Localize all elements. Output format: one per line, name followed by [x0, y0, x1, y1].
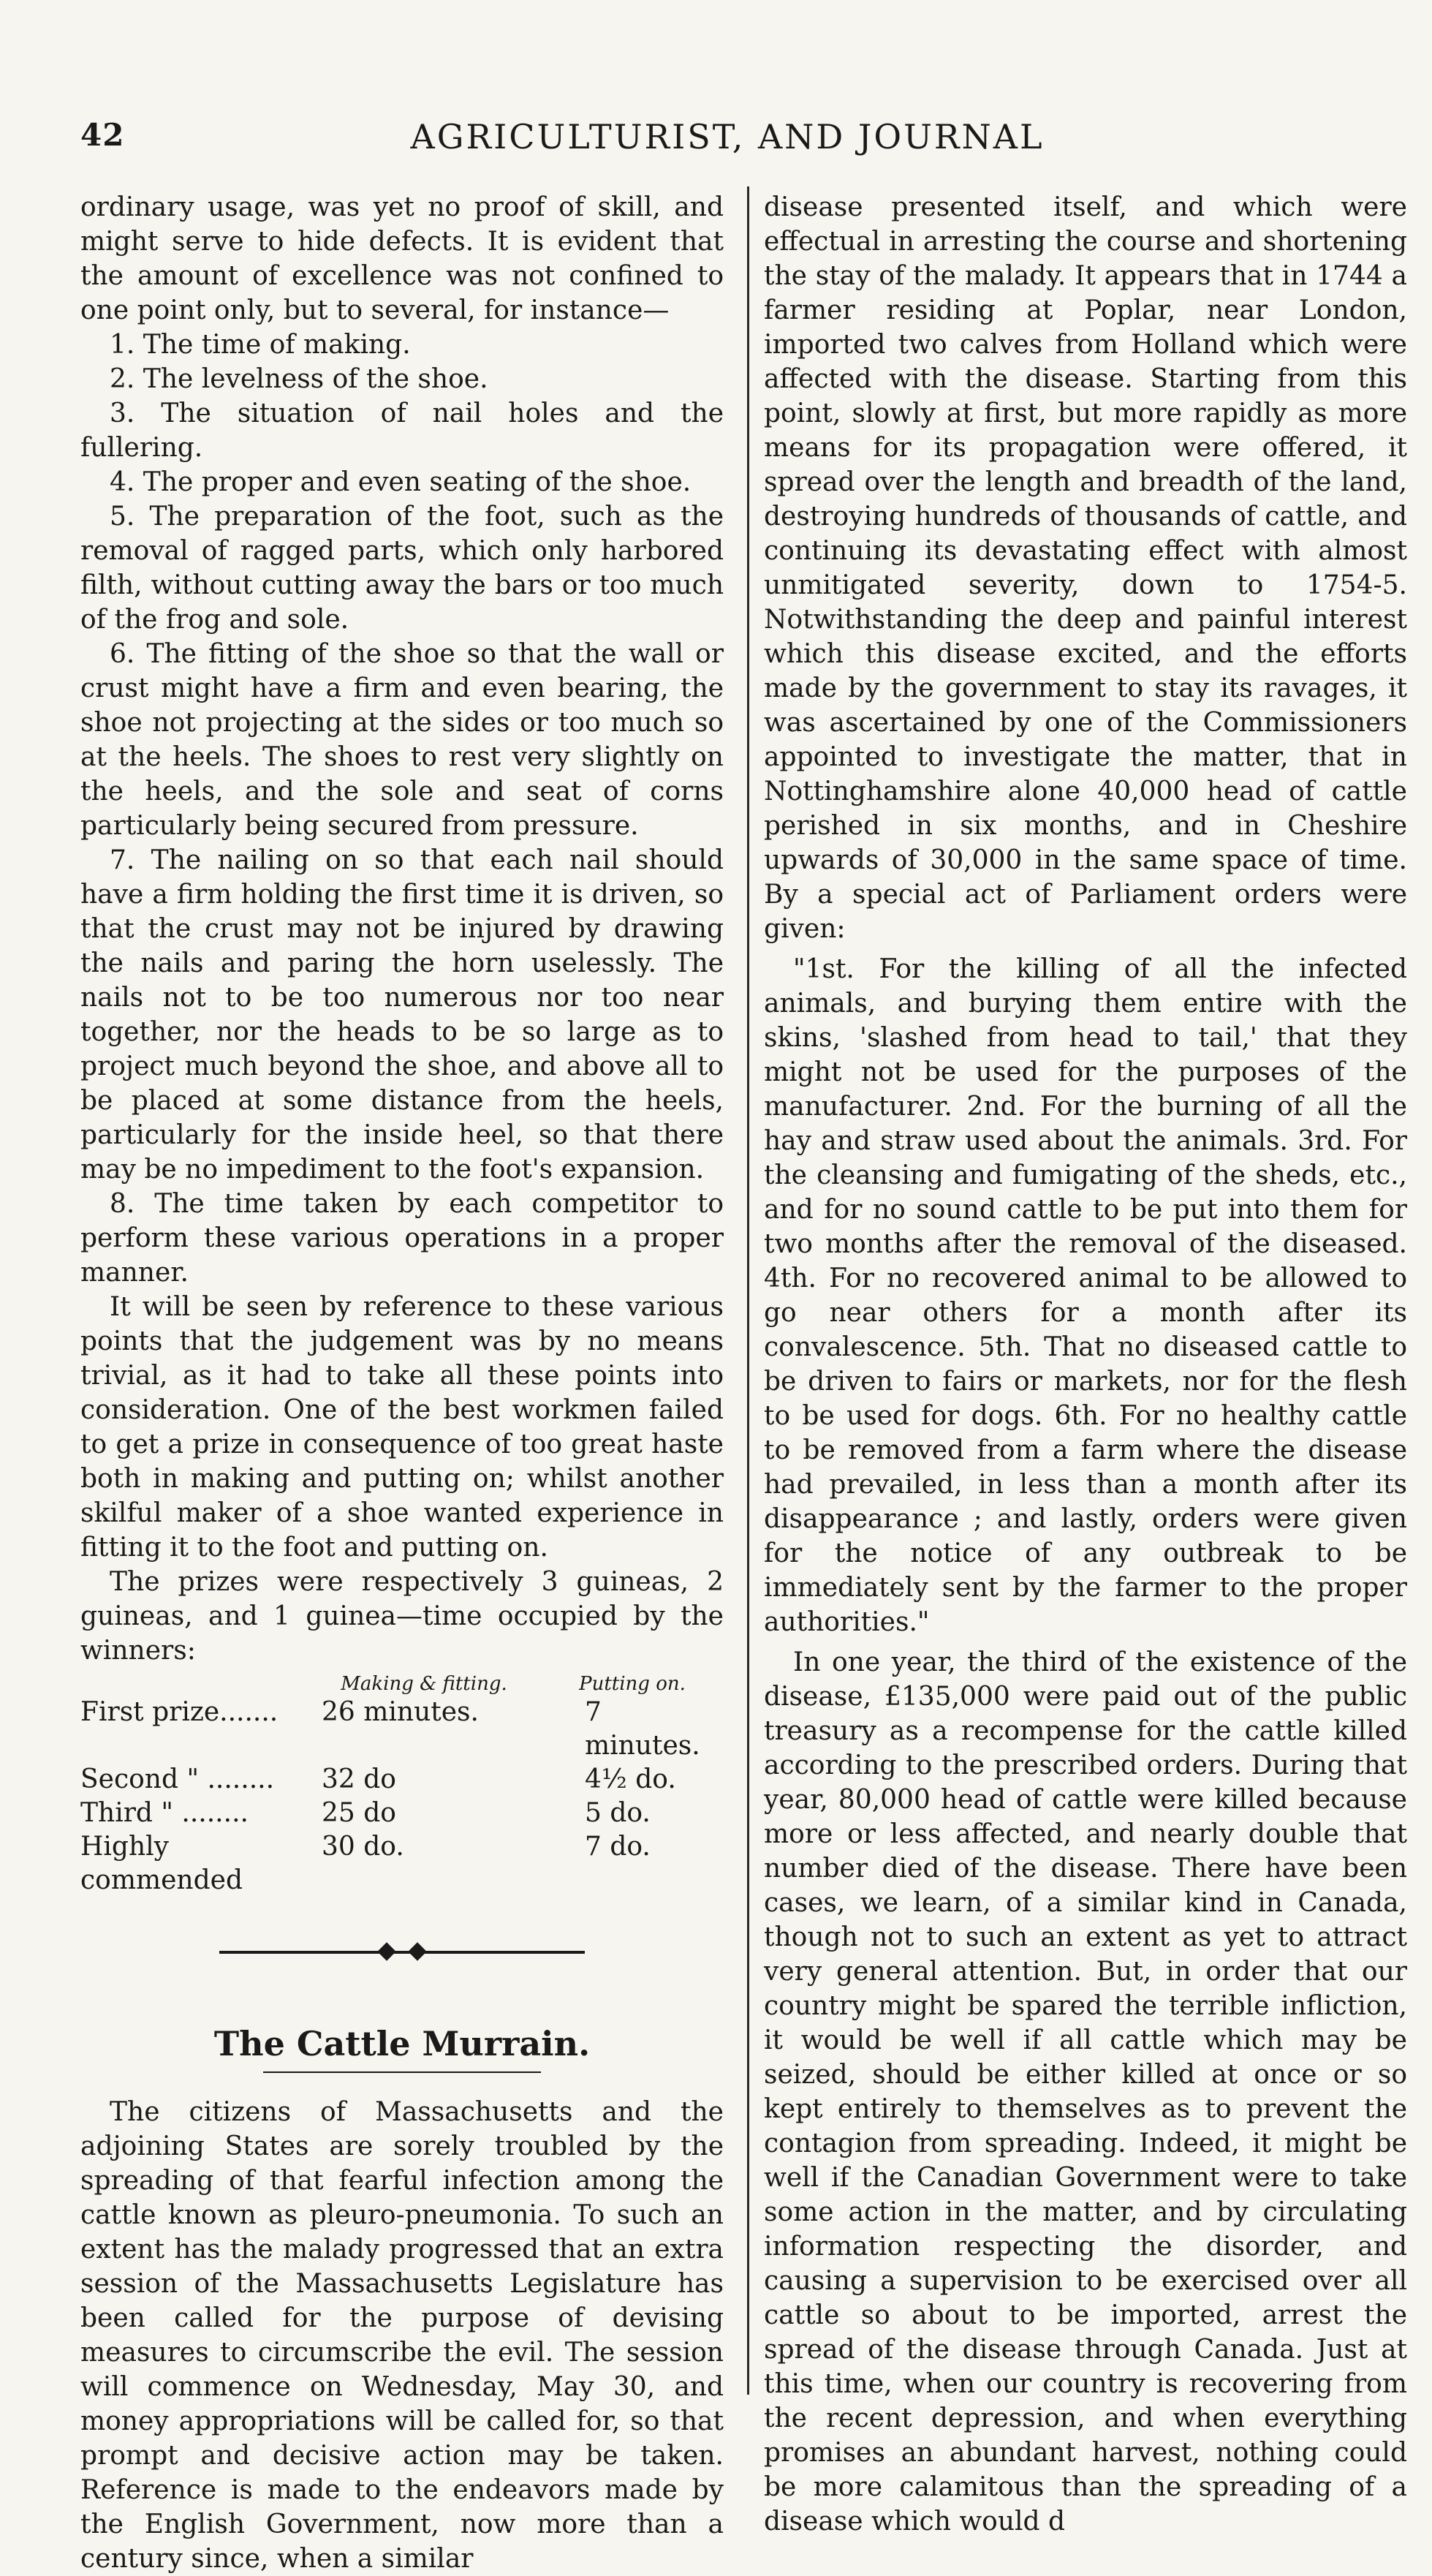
list-item: 8. The time taken by each competitor to perform these various operations in a proper manner.	[80, 1189, 724, 1288]
table-row	[80, 1830, 724, 1897]
section-ornament	[219, 1941, 585, 1963]
making-time: 25 do	[322, 1798, 396, 1828]
list-item: 2. The levelness of the shoe.	[110, 364, 488, 394]
page-header	[80, 117, 1374, 168]
list-item: 4. The proper and even seating of the shoe.	[110, 467, 692, 497]
list-item: 6. The fitting of the shoe so that the wall or crust might have a firm and even bearing, the shoe not projecting at the sides or too much so at the heels. The shoes to rest very slightly on the heels, and the sole and seat of corns particularly being secured from pressure.	[80, 639, 724, 841]
table-row	[80, 1763, 724, 1797]
making-column-header: Making & fitting.	[341, 1673, 507, 1695]
making-time: 30 do.	[322, 1832, 404, 1862]
list-item: 3. The situation of nail holes and the fullering.	[80, 399, 724, 463]
putting-column-header: Putting on.	[579, 1673, 686, 1695]
list-item: 7. The nailing on so that each nail should have a firm holding the first time it is driven, so that the crust may not be injured by drawing the nails and paring the horn uselessly. The nails not to be too numerous nor too near together, nor the heads to be so large as to project much beyond the shoe, and above all to be placed at some distance from the heels, particularly for the inside heel, so that there may be no impediment to the foot's expansion.	[80, 845, 724, 1185]
making-time: 32 do	[322, 1764, 396, 1794]
prize-label: Third " ........	[80, 1798, 249, 1828]
running-head: AGRICULTURIST, AND JOURNAL	[410, 117, 1045, 156]
page-number: 42	[80, 117, 125, 153]
judgement-paragraph: It will be seen by reference to these various points that the judgement was by no means trivial, as it had to take all these points into consideration. One of the best workmen failed to get a prize in consequence of too great haste both in making and putting on; whilst another skilful maker of a shoe wanted experience in fitting it to the foot and putting on.	[80, 1292, 724, 1563]
column-divider	[747, 186, 749, 2395]
quoted-orders: "1st. For the killing of all the infected animals, and burying them entire with the skins, 'slashed from head to tail,' that they might not be used for the purposes of the manufacturer. 2nd. For the burning of all the hay and straw used about the animals. 3rd. For the cleansing and fumigating of the sheds, etc., and for no sound cattle to be put into them for two months after the removal of the diseased. 4th. For no recovered animal to be allowed to go near others for a month after its convalescence. 5th. That no diseased cattle to be driven to fairs or markets, nor for the flesh to be used for dogs. 6th. For no healthy cattle to be removed from a farm where the disease had prevailed, in less than a month after its disappearance ; and lastly, orders were given for the notice of any outbreak to be immediately sent by the farmer to the proper authorities."	[764, 954, 1407, 1637]
putting-time: 4½ do.	[585, 1764, 676, 1794]
right-column	[764, 190, 1407, 2537]
prizes-paragraph: The prizes were respectively 3 guineas, 2 guineas, and 1 guinea—time occupied by the winners:	[80, 1567, 724, 1666]
putting-time: 7 minutes.	[585, 1697, 700, 1761]
list-item: 1. The time of making.	[110, 330, 411, 360]
left-column	[80, 190, 724, 2574]
putting-time: 5 do.	[585, 1798, 651, 1828]
table-row	[80, 1797, 724, 1830]
prize-label: Highly commended	[80, 1832, 243, 1895]
prize-table	[80, 1672, 724, 1897]
section-title: The Cattle Murrain.	[213, 2024, 591, 2063]
making-time: 26 minutes.	[322, 1697, 479, 1727]
murrain-paragraph: The citizens of Massachusetts and the adjoining States are sorely troubled by the spreading of that fearful infection among the cattle known as pleuro-pneumonia. To such an extent has the malady progressed that an extra session of the Massachusetts Legislature has been called for the purpose of devising measures to circumscribe the evil. The session will commence on Wednesday, May 30, and money appropriations will be called for, so that prompt and decisive action may be taken. Reference is made to the endeavors made by the English Government, now more than a century since, when a similar	[80, 2097, 724, 2574]
list-item: 5. The preparation of the foot, such as the removal of ragged parts, which only harbored filth, without cutting away the bars or too much of the frog and sole.	[80, 502, 724, 635]
prize-label: Second " ........	[80, 1764, 275, 1794]
title-underline	[263, 2071, 541, 2073]
putting-time: 7 do.	[585, 1832, 651, 1862]
treasury-paragraph: In one year, the third of the existence of the disease, £135,000 were paid out of the public treasury as a recompense for the cattle killed according to the prescribed orders. During that year, 80,000 head of cattle were killed because more or less affected, and nearly double that number died of the disease. There have been cases, we learn, of a similar kind in Canada, though not to such an extent as yet to attract very general attention. But, in order that our country might be spared the terrible infliction, it would be well if all cattle which may be seized, should be either killed at once or so kept entirely to themselves as to prevent the contagion from spreading. Indeed, it might be well if the Canadian Government were to take some action in the matter, and by circulating information respecting the disorder, and causing a supervision to be exercised over all cattle so about to be imported, arrest the spread of the disease through Canada. Just at this time, when our country is recovering from the recent depression, and when everything promises an abundant harvest, nothing could be more calamitous than the spreading of a disease which would d	[764, 1647, 1407, 2537]
continued-paragraph: disease presented itself, and which were effectual in arresting the course and shortening the stay of the malady. It appears that in 1744 a farmer residing at Poplar, near London, imported two calves from Holland which were affected with the disease. Starting from this point, slowly at first, but more rapidly as more means for its propagation were offered, it spread over the length and breadth of the land, destroying hundreds of thousands of cattle, and continuing its devastating effect with almost unmitigated severity, down to 1754-5. Notwithstanding the deep and painful interest which this disease excited, and the efforts made by the government to stay its ravages, it was ascertained by one of the Commissioners appointed to investigate the matter, that in Nottinghamshire alone 40,000 head of cattle perished in six months, and in Cheshire upwards of 30,000 in the same space of time. By a special act of Parliament orders were given:	[764, 192, 1407, 944]
intro-paragraph: ordinary usage, was yet no proof of skill, and might serve to hide defects. It is evident that the amount of excellence was not confined to one point only, but to several, for instance—	[80, 192, 724, 325]
prize-table-header	[80, 1672, 724, 1696]
table-row	[80, 1696, 724, 1763]
prize-label: First prize.......	[80, 1697, 279, 1727]
